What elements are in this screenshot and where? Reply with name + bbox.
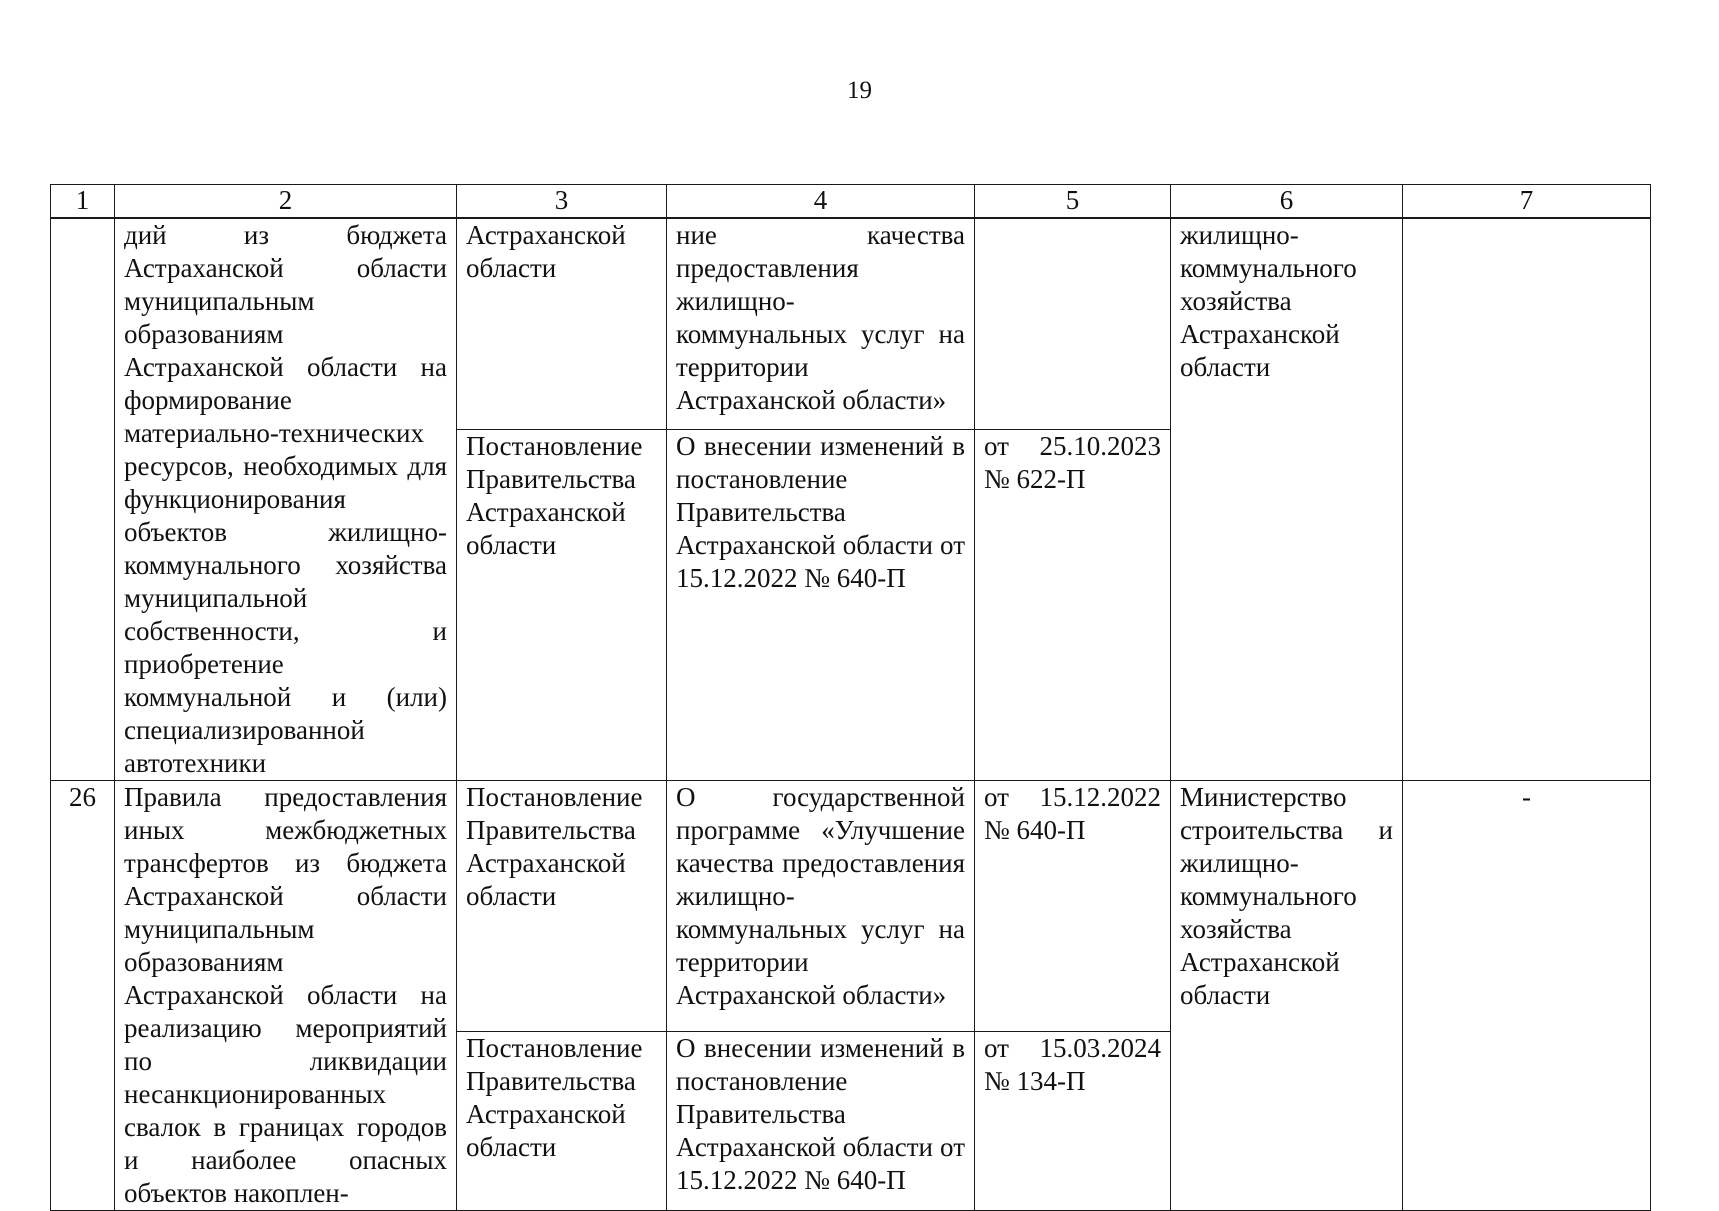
column-header: 7 <box>1403 185 1651 219</box>
page-number: 19 <box>847 77 872 104</box>
column-7-value <box>1403 218 1651 781</box>
column-header: 3 <box>457 185 667 219</box>
rule-description: дий из бюджета Астраханской области муниципальным образованиям Астраханской области на формирование материально-технических ресурсов, необходимых для функционирования объектов жилищно-коммунального хозяйства муниципальной собственности, и приобретение коммунальной и (или) специализированной автотехники <box>115 218 457 781</box>
rule-description: Правила предоставления иных межбюджетных трансфертов из бюджета Астраханской области муниципальным образованиям Астраханской области на реализацию мероприятий по ликвидации несанкционированных свалок в границах городов и наиболее опасных объектов накоплен- <box>115 781 457 1211</box>
document-type: Постановление Правительства Астраханской области <box>457 1032 667 1211</box>
column-header: 1 <box>51 185 115 219</box>
table-row <box>51 218 1651 430</box>
row-number <box>51 218 115 781</box>
document-title: О внесении изменений в постановление Правительства Астраханской области от 15.12.2022 № 640-П <box>667 430 975 781</box>
document-date: от 15.12.2022 № 640-П <box>975 781 1171 1032</box>
responsible-body: Министерство строительства и жилищно-коммунального хозяйства Астраханской области <box>1171 781 1403 1211</box>
row-number: 26 <box>51 781 115 1211</box>
table-row <box>51 781 1651 1032</box>
document-date <box>975 218 1171 430</box>
column-header: 5 <box>975 185 1171 219</box>
column-header: 4 <box>667 185 975 219</box>
document-date: от 25.10.2023 № 622-П <box>975 430 1171 781</box>
document-title: О внесении изменений в постановление Правительства Астраханской области от 15.12.2022 № 640-П <box>667 1032 975 1211</box>
document-type: Постановление Правительства Астраханской области <box>457 430 667 781</box>
regulations-table <box>50 184 1651 1211</box>
column-header: 6 <box>1171 185 1403 219</box>
document-title: О государственной программе «Улучшение качества предоставления жилищно-коммунальных услуг на территории Астраханской области» <box>667 781 975 1032</box>
document-type: Астраханской области <box>457 218 667 430</box>
column-7-value: - <box>1403 781 1651 1211</box>
table-header-row <box>51 185 1651 219</box>
responsible-body: жилищно-коммунального хозяйства Астраханской области <box>1171 218 1403 781</box>
document-type: Постановление Правительства Астраханской области <box>457 781 667 1032</box>
document-title: ние качества предоставления жилищно-коммунальных услуг на территории Астраханской области» <box>667 218 975 430</box>
column-header: 2 <box>115 185 457 219</box>
document-date: от 15.03.2024 № 134-П <box>975 1032 1171 1211</box>
